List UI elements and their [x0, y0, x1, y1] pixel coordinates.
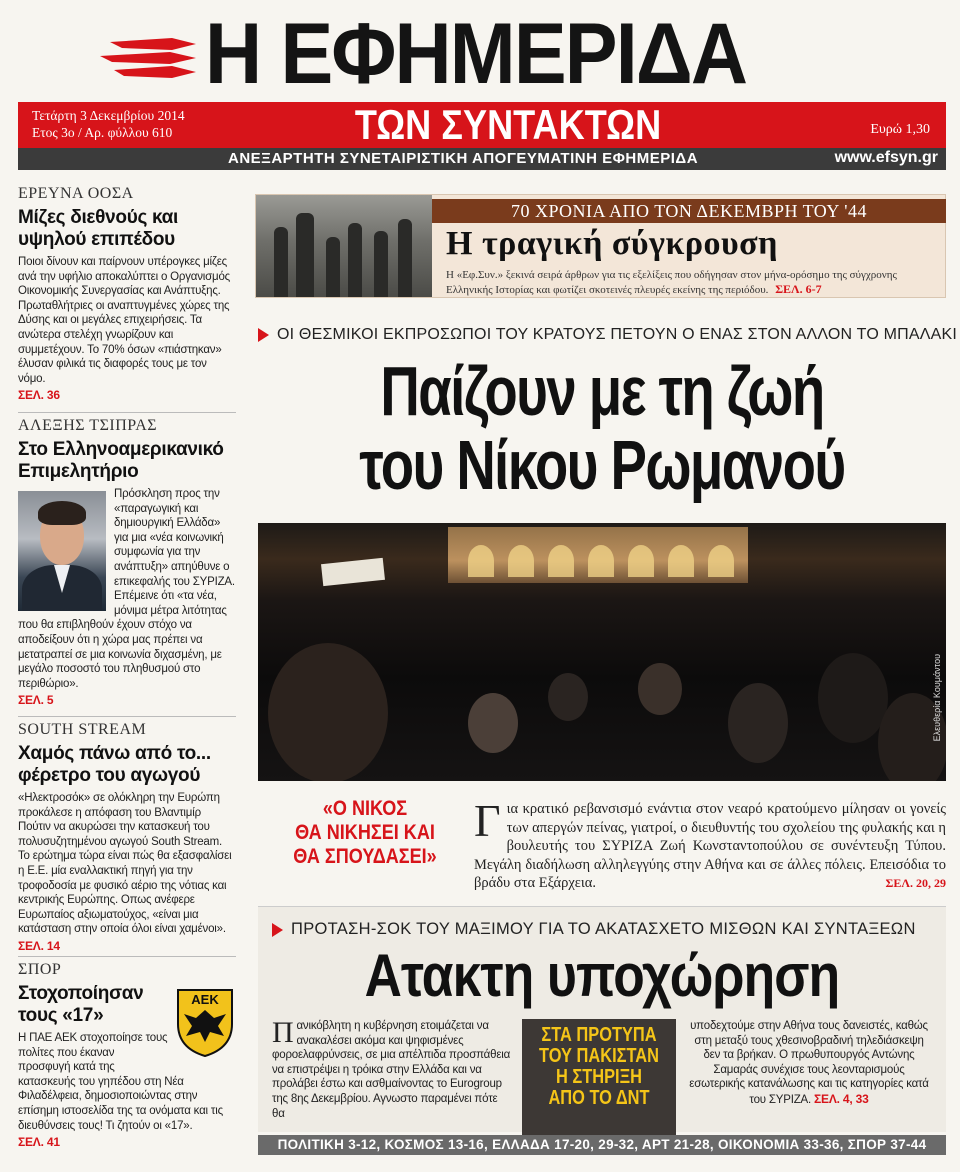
arrow-right-icon [272, 923, 283, 937]
page-reference[interactable]: ΣΕΛ. 5 [18, 693, 54, 708]
main-headline[interactable] [334, 354, 871, 502]
callout-line-1: ΣΤΑ ΠΡΟΤΥΠΑ [541, 1024, 657, 1046]
divider [18, 956, 236, 957]
maximos-body-right [686, 1019, 932, 1108]
story-sport[interactable] [18, 960, 236, 1150]
newspaper-subtitle: ΤΩΝ ΣΥΝΤΑΚΤΩΝ [354, 101, 662, 148]
overline-text: ΠΡΟΤΑΣΗ-ΣΟΚ ΤΟΥ ΜΑΞΙΜΟΥ ΓΙΑ ΤΟ ΑΚΑΤΑΣΧΕΤΟ ΜΙΣΘΩΝ ΚΑΙ ΣΥΝΤΑΞΕΩΝ [291, 920, 916, 938]
story-text: Ποιοι δίνουν και παίρνουν υπέρογκες μίζες ανά την υφήλιο αποκαλύπτει ο Οργανισμός Οικονομικής Συνεργασίας και Ανάπτυξης. Πρωταθλήτριες οι αναπτυγμένες χώρες της Δύσης και οι μεγάλες επιχειρήσεις. Τα ανώτερα στελέχη γνωρίζουν και συμμετέχουν. Το 70% όσων «πιάστηκαν» έλυσαν φιλικά τις διαφορές τους με τον νόμο. [18, 256, 230, 385]
page-reference[interactable]: ΣΕΛ. 20, 29 [885, 876, 946, 891]
page-reference[interactable]: ΣΕΛ. 36 [18, 388, 60, 403]
historic-photo [256, 195, 432, 297]
callout-line-4: ΑΠΟ ΤΟ ΔΝΤ [548, 1087, 650, 1109]
arrow-right-icon [258, 328, 269, 342]
divider [18, 716, 236, 717]
issue-info [32, 107, 185, 141]
history-banner: 70 ΧΡΟΝΙΑ ΑΠΟ ΤΟΝ ΔΕΚΕΜΒΡΗ ΤΟΥ '44 [432, 199, 946, 223]
maximos-story[interactable] [258, 906, 946, 1132]
story-kicker: ΕΡΕΥΝΑ ΟΟΣΑ [18, 185, 134, 202]
story-headline[interactable]: Στοχοποίησαν τους «17» [18, 983, 144, 1026]
history-body [446, 268, 938, 297]
page-reference[interactable]: ΣΕΛ. 4, 33 [814, 1091, 869, 1106]
price: Ευρώ 1,30 [870, 122, 930, 137]
body-text: ανικόβλητη η κυβέρνηση ετοιμάζεται να ανακαλέσει ακόμα και ψηφισμένες φοροελαφρύνσεις, σε μια απέλπιδα προσπάθεια να επιστρέψει η τρόικα στην Ελλάδα και να προλάβει έστω και ασθμαίνοντας το Eurogroup της 8ης Δεκεμβρίου. Αγνωστο παραμένει πότε θα [272, 1020, 511, 1120]
story-body [18, 255, 236, 403]
masthead-red-bar [18, 102, 946, 148]
page-reference[interactable]: ΣΕΛ. 6-7 [775, 282, 822, 296]
main-headline-line-2: του Νίκου Ρωμανού [359, 426, 845, 504]
overline-text: ΟΙ ΘΕΣΜΙΚΟΙ ΕΚΠΡΟΣΩΠΟΙ ΤΟΥ ΚΡΑΤΟΥΣ ΠΕΤΟΥΝ Ο ΕΝΑΣ ΣΤΟΝ ΑΛΛΟΝ ΤΟ ΜΠΑΛΑΚΙ [277, 326, 958, 343]
divider [18, 412, 236, 413]
issue-number: Ετος 3ο / Αρ. φύλλου 610 [32, 125, 173, 140]
tagline: ΑΝΕΞΑΡΤΗΤΗ ΣΥΝΕΤΑΙΡΙΣΤΙΚΗ ΑΠΟΓΕΥΜΑΤΙΝΗ ΕΦΗΜΕΡΙΔΑ [228, 150, 699, 167]
pull-quote-line-2: ΘΑ ΝΙΚΗΣΕΙ ΚΑΙ [295, 821, 435, 844]
main-overline [258, 325, 958, 345]
tsipras-photo [18, 491, 106, 611]
pull-quote-line-1: «Ο ΝΙΚΟΣ [322, 797, 408, 820]
maximos-headline[interactable]: Ατακτη υποχώρηση [364, 942, 840, 1009]
story-text: Η ΠΑΕ ΑΕΚ στοχοποίησε τους πολίτες που έκαναν προσφυγή κατά της κατασκευής του γηπέδου στη Νέα Φιλαδέλφεια, δημοσιοποιώντας στην επίσημη ιστοσελίδα της τα ονόματα και τις διευθύνσεις τους! Τι ζητούν οι «17». [18, 1032, 223, 1132]
history-headline[interactable]: Η τραγική σύγκρουση [446, 225, 778, 262]
main-lead [474, 795, 946, 893]
pen-nib-logo-icon [100, 34, 200, 86]
maximos-body-left [272, 1016, 512, 1121]
section-index-bar[interactable]: ΠΟΛΙΤΙΚΗ 3-12, ΚΟΣΜΟΣ 13-16, ΕΛΛΑΔΑ 17-20, 29-32, ΑΡΤ 21-28, ΟΙΚΟΝΟΜΙΑ 33-36, ΣΠΟΡ 37-44 [258, 1135, 946, 1155]
callout-line-2: ΤΟΥ ΠΑΚΙΣΤΑΝ [539, 1045, 659, 1067]
story-kicker: ΑΛΕΞΗΣ ΤΣΙΠΡΑΣ [18, 417, 158, 434]
main-headline-line-1: Παίζουν με τη ζωή [380, 352, 824, 430]
body-text: υποδεχτούμε στην Αθήνα τους δανειστές, καθώς στη μεταξύ τους χθεσινοβραδινή τηλεδιάσκεψη δεν τα βρήκαν. Ο πρωθυπουργός Αντώνης Σαμαράς συνέχισε τους λεονταρισμούς εσωτερικής κατανάλωσης και τις κατηγορίες κατά του ΣΥΡΙΖΑ. [689, 1020, 929, 1106]
story-headline[interactable]: Μίζες διεθνούς και υψηλού επιπέδου [18, 207, 179, 250]
story-kicker: SOUTH STREAM [18, 721, 147, 738]
pull-quote [283, 797, 446, 869]
story-headline[interactable]: Στο Ελληνοαμερικανικό Επιμελητήριο [18, 439, 224, 482]
callout-line-3: Η ΣΤΗΡΙΞΗ [556, 1066, 642, 1088]
page-reference[interactable]: ΣΕΛ. 14 [18, 938, 60, 953]
story-kicker: ΣΠΟΡ [18, 961, 62, 978]
story-oosa[interactable] [18, 184, 236, 403]
story-headline[interactable]: Χαμός πάνω από το... φέρετρο του αγωγού [18, 743, 211, 786]
story-body [18, 791, 236, 954]
badge-text: ΑΕΚ [191, 992, 219, 1007]
story-text: «Ηλεκτροσόκ» σε ολόκληρη την Ευρώπη προκάλεσε η απόφαση του Βλαντιμίρ Πούτιν να ακυρώσει την κατασκευή του πολυσυζητημένου αγωγού South Stream. Το ερώτημα τώρα είναι πώς θα εξασφαλίσει η Ε.Ε. μία εναλλακτική πηγή για την τροφοδοσία με φυσικό αέριο της νότιας και κεντρικής Ευρώπης. Οπως ανέφερε Ευρωπαίος αξιωματούχος, «είναι μια κατάσταση στην οποία όλοι είναι χαμένοι». [18, 792, 232, 936]
demonstration-photo [258, 523, 946, 781]
history-feature[interactable] [255, 194, 946, 298]
drop-cap: Γ [474, 795, 501, 846]
photo-credit: Ελευθερία Κουμάντου [932, 653, 942, 741]
masthead [0, 0, 960, 172]
aek-badge-icon [174, 980, 236, 1058]
story-text: Πρόσκληση προς την «παραγωγική και δημιουργική Ελλάδα» για μια «νέα κοινωνική συμφωνία για την ανάπτυξη» απηύθυνε ο επικεφαλής του ΣΥΡΙΖΑ. Επέμεινε ότι «τα νέα, μόνιμα μέτρα λιτότητας που θα επιβληθούν έχουν στόχο να αποδείξουν ότι η χώρα μας πρέπει να μετατραπεί σε μια κοινωνία διχασμένη, με μεγάλο ποσοστό του πληθυσμού στο περιθώριο». [18, 488, 235, 690]
drop-cap: Π [272, 1016, 294, 1049]
newspaper-title: Η ΕΦΗΜΕΡΙΔΑ [205, 6, 747, 102]
pull-quote-line-3: ΘΑ ΣΠΟΥΔΑΣΕΙ» [293, 845, 437, 868]
page-reference[interactable]: ΣΕΛ. 41 [18, 1135, 60, 1150]
story-tsipras[interactable] [18, 416, 236, 708]
lead-text: ια κρατικό ρεβανσισμό ενάντια στον νεαρό κρατούμενο μίλησαν οι γονείς των απεργών πείνας, γιατροί, ο διευθυντής του σχολείου της φυλακής και η βουλευτής του ΣΥΡΙΖΑ Ζωή Κωνσταντοπούλου σε συνέντευξη Τύπου. Μεγάλη διαδήλωση αλληλεγγύης στην Αθήνα και σε άλλες πόλεις. Επεισόδια το βράδυ στα Εξάρχεια. [474, 801, 946, 892]
issue-date: Τετάρτη 3 Δεκεμβρίου 2014 [32, 108, 185, 123]
story-body [18, 487, 236, 708]
maximos-overline [272, 919, 916, 939]
history-text: Η «Εφ.Συν.» ξεκινά σειρά άρθρων για τις εξελίξεις που οδήγησαν στον μήνα-ορόσημο της σύγχρονης Ελληνικής Ιστορίας και φωτίζει σκοτεινές πλευρές εκείνης της περιόδου. [446, 269, 897, 296]
website-link[interactable]: www.efsyn.gr [834, 149, 938, 166]
masthead-tagline-bar [18, 148, 946, 170]
story-south-stream[interactable] [18, 720, 236, 954]
imf-callout-box [522, 1019, 676, 1141]
